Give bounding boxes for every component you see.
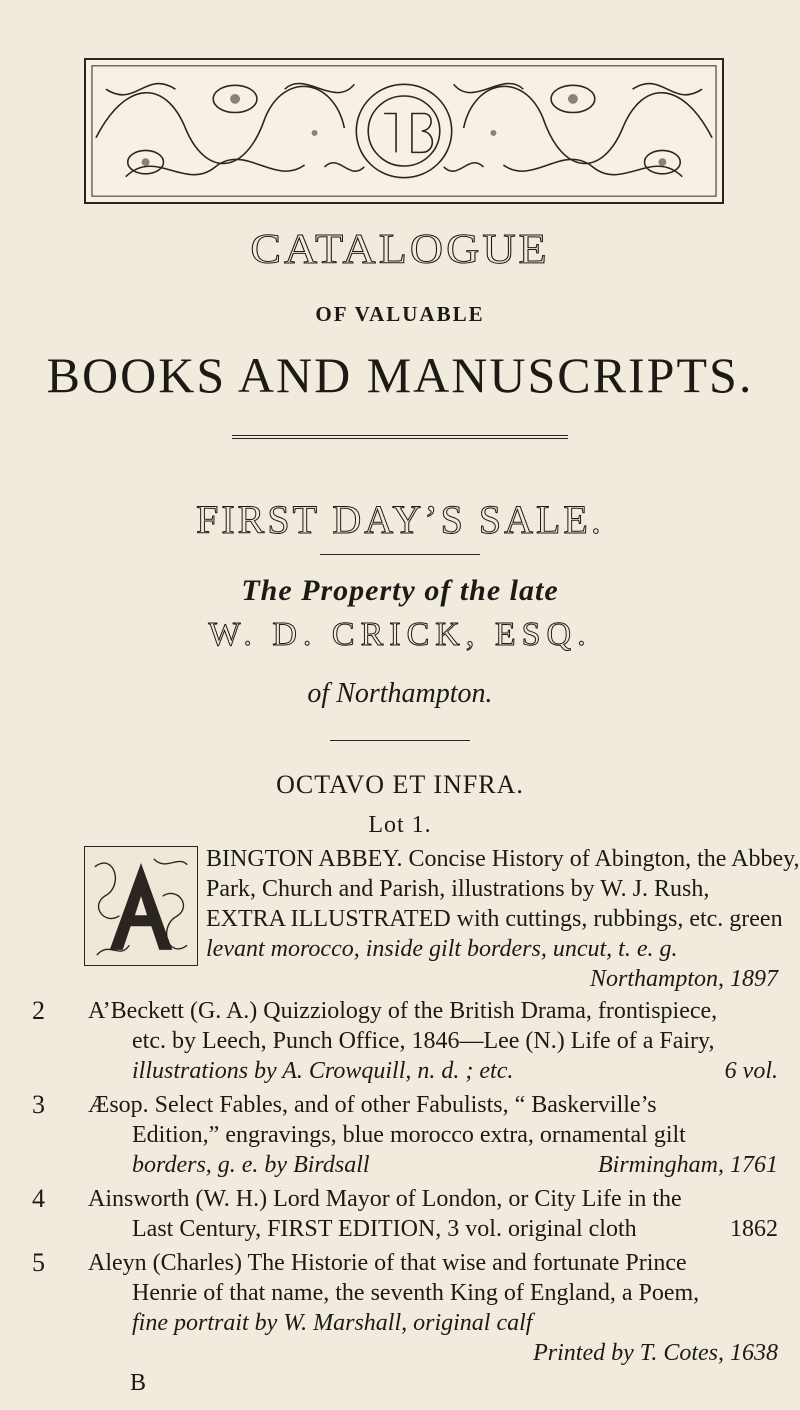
owner-place: of Northampton. xyxy=(307,678,493,709)
main-heading: BOOKS AND MANUSCRIPTS. xyxy=(46,347,754,403)
entry-imprint: 6 vol. xyxy=(724,1058,778,1084)
entry-line: Ainsworth (W. H.) Lord Mayor of London, or City Life in the xyxy=(88,1186,682,1212)
entry-line: borders, g. e. by Birdsall xyxy=(132,1152,370,1178)
entry-line: levant morocco, inside gilt borders, uncut, t. e. g. xyxy=(206,936,678,962)
lot-heading: Lot 1. xyxy=(368,812,432,838)
entry-line: EXTRA ILLUSTRATED with cuttings, rubbings, etc. green xyxy=(206,906,783,932)
entry-imprint: Northampton, 1897 xyxy=(589,966,778,992)
entry-line: Park, Church and Parish, illustrations by W. J. Rush, xyxy=(206,876,710,902)
entry-line: A’Beckett (G. A.) Quizziology of the British Drama, frontispiece, xyxy=(88,998,718,1024)
owner-name: W. D. CRICK, ESQ. xyxy=(208,616,592,653)
lot-number: 3 xyxy=(32,1090,45,1119)
entry-line: Aleyn (Charles) The Historie of that wise and fortunate Prince xyxy=(88,1250,687,1276)
divider-rule xyxy=(330,740,470,741)
entry-line: Edition,” engravings, blue morocco extra, ornamental gilt xyxy=(132,1122,686,1148)
entry-line: Æsop. Select Fables, and of other Fabulists, “ Baskerville’s xyxy=(88,1092,657,1118)
signature-mark: B xyxy=(130,1370,147,1396)
property-line: The Property of the late xyxy=(241,574,559,607)
entry-line: etc. by Leech, Punch Office, 1846—Lee (N.) Life of a Fairy, xyxy=(132,1028,715,1054)
divider-rule xyxy=(320,554,480,555)
entry-imprint: 1862 xyxy=(730,1216,778,1242)
catalogue-title: CATALOGUE xyxy=(250,225,550,272)
sale-heading: FIRST DAY’S SALE. xyxy=(196,497,604,542)
entry-line: illustrations by A. Crowquill, n. d. ; etc. xyxy=(132,1058,514,1084)
ornamental-headpiece-icon xyxy=(84,58,724,204)
divider-rule xyxy=(232,435,568,439)
entry-line: BINGTON ABBEY. Concise History of Abington, the Abbey, xyxy=(206,846,800,872)
section-heading: OCTAVO ET INFRA. xyxy=(276,770,524,799)
entry-line: fine portrait by W. Marshall, original calf xyxy=(132,1310,533,1336)
entry-imprint: Birmingham, 1761 xyxy=(598,1152,778,1178)
entry-imprint: Printed by T. Cotes, 1638 xyxy=(533,1340,778,1366)
lot-number: 5 xyxy=(32,1248,45,1277)
decorated-initial-a-icon xyxy=(84,846,198,966)
lot-number: 4 xyxy=(32,1184,45,1213)
lot-number: 2 xyxy=(32,996,45,1025)
entry-line: Henrie of that name, the seventh King of England, a Poem, xyxy=(132,1280,700,1306)
catalogue-subtitle: OF VALUABLE xyxy=(315,302,485,326)
entry-line: Last Century, FIRST EDITION, 3 vol. original cloth xyxy=(132,1216,637,1242)
